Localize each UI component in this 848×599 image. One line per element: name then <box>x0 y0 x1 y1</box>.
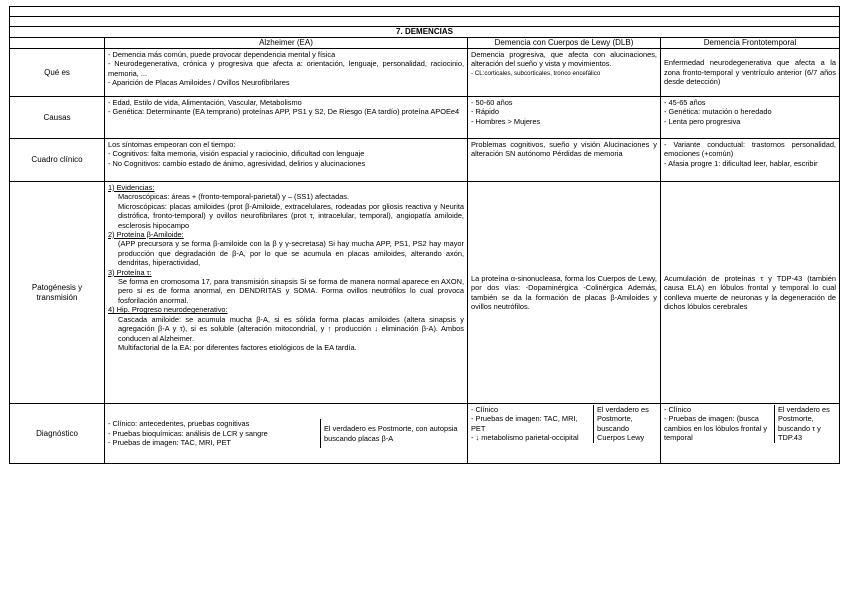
column-header-dlb: Demencia con Cuerpos de Lewy (DLB) <box>468 38 661 49</box>
text-line: - Lenta pero progresiva <box>664 116 741 126</box>
diagnosis-list <box>664 405 774 443</box>
cell-ftd: Enfermedad neurodegenerativa que afecta a la zona fronto-temporal y ventrículo anterior (6/7 años desde detección) <box>661 49 840 97</box>
row-causas <box>10 97 840 139</box>
cell-ftd <box>661 97 840 139</box>
cell-dlb: La proteína α-sinonucleasa, forma los Cuerpos de Lewy, por dos vías: -Dopaminérgica -Colinérgica Además, también se da la formación de placas β-Amiloides y ovillos neutrófilos. <box>468 182 661 404</box>
column-header-ea: Alzheimer (EA) <box>105 38 468 49</box>
cell-dlb <box>468 404 661 464</box>
text-line: Multifactorial de la EA: por diferentes factores etiológicos de la EA tardía. <box>118 342 357 352</box>
row-que-es <box>10 49 840 97</box>
text-line: - Cognitivos: falta memoria, visión espacial y raciocinio, dificultad con lenguaje <box>108 149 365 159</box>
diagnosis-split <box>664 405 836 443</box>
text-line: - 45-65 años <box>664 98 706 107</box>
text-line: - Genética: mutación o heredado <box>664 107 772 117</box>
text-line: - Pruebas de imagen: TAC, MRI, PET <box>108 438 231 448</box>
section-title: 7. DEMENCIAS <box>10 27 840 38</box>
text-line: - Clínico <box>664 405 692 414</box>
text-line: (APP precursora y se forma β-amiloide con la β y γ-secretasa) Si hay mucha APP, PS1, PS2 hay mayor producción que degradación de β-A, por lo que se acumula en placas amiloides, alterando axón, dendritas, hiperactividad, <box>118 239 464 268</box>
cell-dlb: Problemas cognitivos, sueño y visión Alucinaciones y alteración SN autónomo Pérdidas de memoria <box>468 139 661 182</box>
text-line: - 50-60 años <box>471 98 513 107</box>
text-line: - Edad, Estilo de vida, Alimentación, Vascular, Metabolismo <box>108 98 302 107</box>
cell-ea <box>105 182 468 404</box>
text-line: - Aparición de Placas Amiloides / Ovillos Neurofibrilares <box>108 78 290 88</box>
text-line: - Afasia progre 1: dificultad leer, hablar, escribir <box>664 158 818 168</box>
cell-ea <box>105 139 468 182</box>
diagnosis-note: El verdadero es Postmorte, buscando Cuerpos Lewy <box>593 405 657 443</box>
text-line: - ↓ metabolismo parietal-occipital <box>471 433 579 443</box>
blank-row <box>10 17 840 27</box>
text-line: - Hombres > Mujeres <box>471 116 541 126</box>
text-line: Macroscópicas: áreas + (fronto-temporal-parietal) y – (SS1) afectadas. <box>118 192 350 202</box>
diagnosis-note: El verdadero es Postmorte, buscando τ y TDP.43 <box>774 405 836 443</box>
row-patogenesis <box>10 182 840 404</box>
diagnosis-list <box>471 405 593 443</box>
column-header-ftd: Demencia Frontotemporal <box>661 38 840 49</box>
diagnosis-split <box>108 419 464 447</box>
cell-ftd: Acumulación de proteínas τ y TDP-43 (también causa ELA) en lóbulos frontal y temporal lo cual conlleva muerte de neuronas y la degeneración de dichos lóbulos cerebrales <box>661 182 840 404</box>
text-line: - Rápido <box>471 107 499 117</box>
text-line: - Clínico: antecedentes, pruebas cognitivas <box>108 419 250 429</box>
text-line: - Variante conductual: trastornos personalidad, emociones (+común) <box>664 140 836 159</box>
text-line: Los síntomas empeoran con el tiempo: <box>108 140 236 149</box>
row-label: Causas <box>10 97 105 139</box>
corner-cell <box>10 38 105 49</box>
cell-ea <box>105 49 468 97</box>
cell-dlb <box>468 49 661 97</box>
diagnosis-list <box>108 419 320 447</box>
text-line: - Pruebas de imagen: TAC, MRI, PET <box>471 414 578 433</box>
section-heading: 4) Hip. Progreso neurodegenerativo: <box>108 305 228 315</box>
cell-ftd <box>661 404 840 464</box>
text-line: - Pruebas de imagen: (busca cambios en los lóbulos frontal y temporal <box>664 414 768 443</box>
column-header-row <box>10 38 840 49</box>
text-line: - No Cognitivos: cambio estado de ánimo, agresividad, delirios y alucinaciones <box>108 158 366 168</box>
section-heading: 2) Proteína β-Amiloide: <box>108 230 184 240</box>
text-line: - Genética: Determinante (EA temprano) proteínas APP, PS1 y S2, De Riesgo (EA tardío) proteína APOEe4 <box>108 107 460 117</box>
text-line: - Clínico <box>471 405 499 414</box>
document-page <box>9 6 839 464</box>
row-label: Qué es <box>10 49 105 97</box>
text-line: Microscópicas: placas amiloides (prot β-Amiloide, extracelulares, rodeadas por gliosis reactiva y Neurita distrófica, fronto-temporal) y ovillos neurofibrilares (prot τ, intracelular, temporal), angiopatía amiloide, esclerosis hipocampo <box>118 201 464 230</box>
cell-ea <box>105 404 468 464</box>
text-line: - Neurodegenerativa, crónica y progresiva que afecta a: orientación, lenguaje, personalidad, raciocinio, memoria, ... <box>108 59 464 78</box>
row-cuadro-clinico <box>10 139 840 182</box>
section-title-row <box>10 27 840 38</box>
section-heading: 3) Proteína τ: <box>108 267 152 277</box>
text-line: Demencia progresiva, que afecta con alucinaciones, alteración del sueño y vista y movimientos. <box>471 50 657 69</box>
text-line: - Pruebas bioquímicas: análisis de LCR y sangre <box>108 428 268 438</box>
cell-dlb <box>468 97 661 139</box>
dementia-table <box>9 6 840 464</box>
row-label: Patogénesis y transmisión <box>10 182 105 404</box>
text-line: - Demencia más común, puede provocar dependencia mental y física <box>108 50 336 59</box>
text-line: Cascada amiloide: se acumula mucha β-A, si es sólida forma placas amiloides (altera sinapsis y agregación β-A y τ), si es soluble (alteración mitocondrial, y ↑ producción ↓ eliminación β-A). Ambos conducen al Alzheimer. <box>118 314 464 343</box>
row-label: Cuadro clínico <box>10 139 105 182</box>
text-line: Se forma en cromosoma 17, para transmisión sinapsis Si se forma de manera normal aparece en AXON, pero si es de forma anormal, en DENDRITAS y SOMA. Forma ovillos neutrófilos lo cual provoca fosforilación anormal. <box>118 277 464 305</box>
text-line: - CL:corticales, subcorticales, tronco encefálico <box>471 69 601 77</box>
row-diagnostico <box>10 404 840 464</box>
diagnosis-split <box>471 405 657 443</box>
blank-row <box>10 7 840 17</box>
diagnosis-note: El verdadero es Postmorte, con autopsia buscando placas β-A <box>320 419 464 447</box>
cell-ftd <box>661 139 840 182</box>
section-heading: 1) Evidencias: <box>108 183 155 192</box>
cell-ea <box>105 97 468 139</box>
row-label: Diagnóstico <box>10 404 105 464</box>
